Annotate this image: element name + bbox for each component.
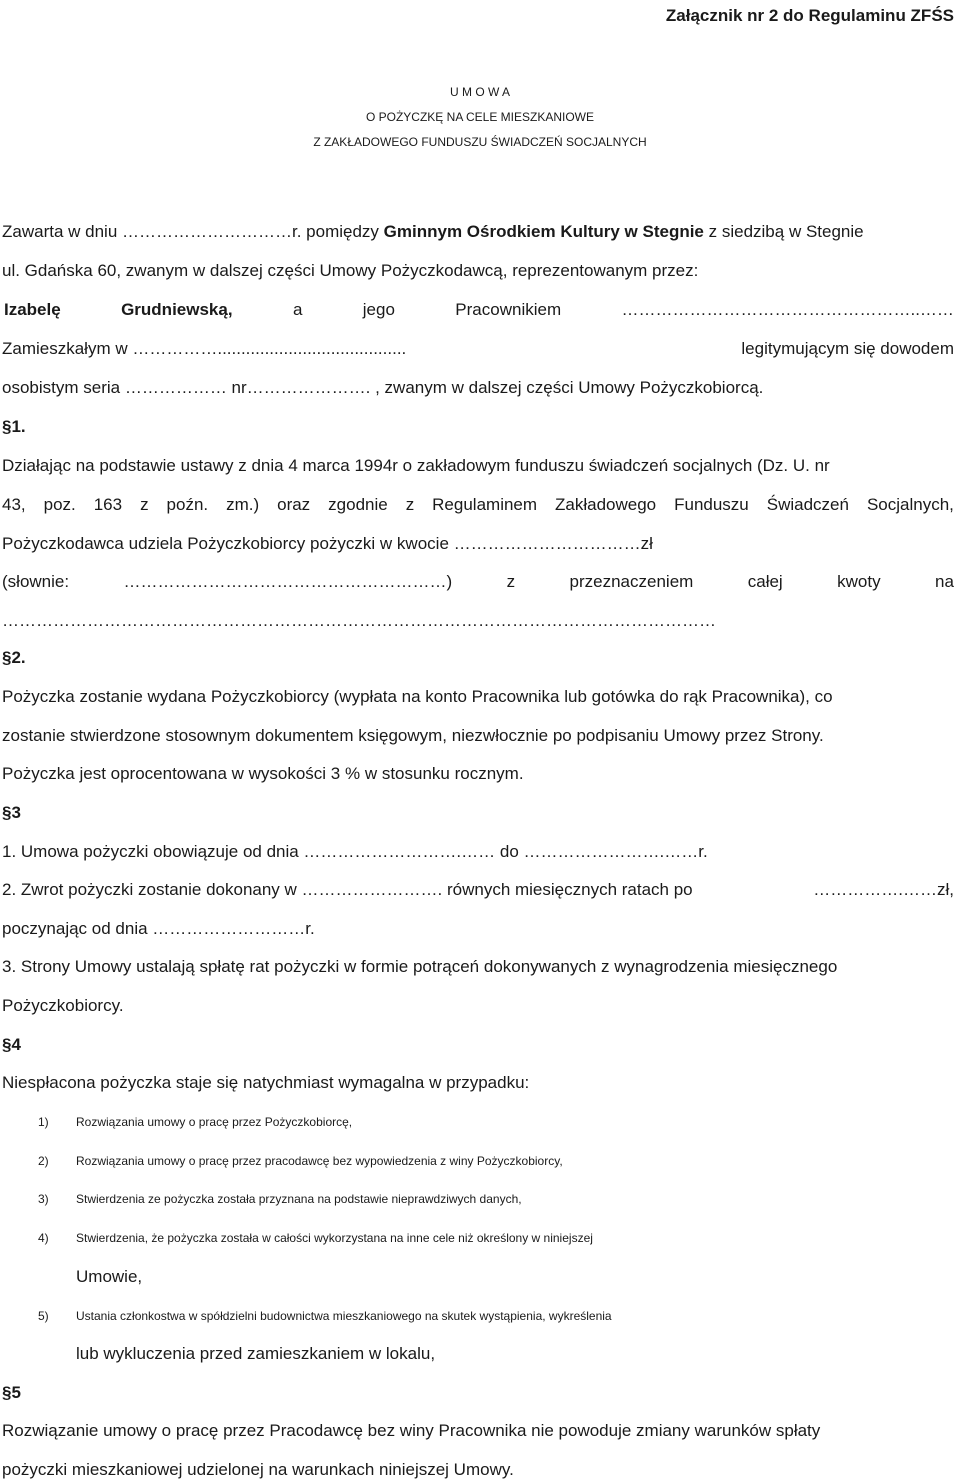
section-1-line-1: Działając na podstawie ustawy z dnia 4 marca 1994r o zakładowym funduszu świadczeń socjalnych (Dz. U. nr bbox=[2, 456, 830, 475]
section-3-line-5: Pożyczkobiorcy. bbox=[2, 996, 124, 1015]
section-5-heading: §5 bbox=[2, 1383, 21, 1402]
installment-blank: …………….……zł, bbox=[813, 880, 954, 899]
section-1-line-4 bbox=[2, 572, 954, 592]
intro-word: a bbox=[292, 300, 303, 319]
word: Zakładowego bbox=[555, 495, 657, 514]
word: Świadczeń bbox=[766, 495, 849, 514]
section-3-line-1: 1. Umowa pożyczki obowiązuje od dnia ……………………….…… do …………………….……r. bbox=[2, 842, 708, 861]
title-line-2: O POŻYCZKĘ NA CELE MIESZKANIOWE bbox=[365, 110, 595, 124]
section-2-line-1: Pożyczka zostanie wydana Pożyczkobiorcy (wypłata na konto Pracownika lub gotówka do rąk Pracownika), co bbox=[2, 687, 833, 706]
list-text: Stwierdzenia ze pożyczka została przyznana na podstawie nieprawdziwych danych, bbox=[76, 1192, 522, 1206]
word: kwoty bbox=[837, 572, 881, 591]
intro-date-text: Zawarta w dniu …………………………r. pomiędzy bbox=[2, 222, 379, 241]
word: z bbox=[140, 495, 149, 514]
section-3-line-2 bbox=[2, 880, 954, 900]
list-text-continuation: Umowie, bbox=[76, 1267, 143, 1286]
word: całej bbox=[747, 572, 783, 591]
annex-header: Załącznik nr 2 do Regulaminu ZFŚS bbox=[665, 6, 954, 25]
intro-word: jego bbox=[362, 300, 395, 319]
word: przeznaczeniem bbox=[569, 572, 694, 591]
word: 43, bbox=[2, 495, 26, 514]
word: zm.) bbox=[226, 495, 260, 514]
word: oraz bbox=[277, 495, 311, 514]
word: poz. bbox=[43, 495, 76, 514]
list-number: 4) bbox=[38, 1231, 49, 1245]
intro-line-1 bbox=[2, 222, 864, 242]
title-line-1: U M O W A bbox=[450, 85, 510, 99]
intro-word: Pracownikiem bbox=[455, 300, 562, 319]
section-1-line-2 bbox=[2, 495, 954, 515]
intro-line-5: osobistym seria ……………… nr…………………. , zwanym w dalszej części Umowy Pożyczkobiorcą. bbox=[2, 378, 764, 397]
id-text: legitymującym się dowodem bbox=[741, 339, 954, 358]
word: z bbox=[506, 572, 516, 591]
purpose-blank: ……………………………………………………………………………………………………………… bbox=[2, 611, 716, 630]
word: Funduszu bbox=[674, 495, 749, 514]
list-text: Rozwiązania umowy o pracę przez pracodawcę bez wypowiedzenia z winy Pożyczkobiorcy, bbox=[76, 1154, 563, 1168]
word: 163 bbox=[93, 495, 123, 514]
section-1-line-3: Pożyczkodawca udziela Pożyczkobiorcy pożyczki w kwocie ……………………………zł bbox=[2, 534, 653, 553]
section-2-heading: §2. bbox=[2, 648, 26, 667]
section-3-line-4: 3. Strony Umowy ustalają spłatę rat pożyczki w formie potrąceń dokonywanych z wynagrodzenia miesięcznego bbox=[2, 957, 838, 976]
word: z bbox=[405, 495, 415, 514]
section-5-line-2: pożyczki mieszkaniowej udzielonej na warunkach niniejszej Umowy. bbox=[2, 1460, 514, 1479]
word: zgodnie bbox=[328, 495, 388, 514]
intro-line-3 bbox=[4, 300, 954, 320]
employer-seat: z siedzibą w Stegnie bbox=[708, 222, 864, 241]
amount-in-words-blank: …………………………………………………) bbox=[123, 572, 453, 591]
intro-line-4 bbox=[2, 339, 954, 359]
list-number: 3) bbox=[38, 1192, 49, 1206]
word: (słownie: bbox=[2, 572, 70, 591]
word: poźn. bbox=[166, 495, 209, 514]
list-text-continuation: lub wykluczenia przed zamieszkaniem w lokalu, bbox=[76, 1344, 436, 1363]
list-text bbox=[76, 1228, 954, 1248]
list-text-line: Stwierdzenia, że pożyczka została w całości wykorzystana na inne cele niż określony w niniejszej bbox=[76, 1231, 593, 1245]
residence-blank: Zamieszkałym w ……………........................................ bbox=[2, 339, 407, 358]
employer-name: Gminnym Ośrodkiem Kultury w Stegnie bbox=[383, 222, 704, 241]
list-number: 2) bbox=[38, 1154, 49, 1168]
list-text: Rozwiązania umowy o pracę przez Pożyczkobiorcę, bbox=[76, 1115, 353, 1129]
list-number: 1) bbox=[38, 1115, 49, 1129]
word: na bbox=[935, 572, 954, 591]
section-3-line-3: poczynając od dnia ………………………r. bbox=[2, 919, 315, 938]
representative-last-name: Grudniewską, bbox=[121, 300, 233, 319]
list-text: Ustania członkostwa w spółdzielni budownictwa mieszkaniowego na skutek wystąpienia, wykreślenia bbox=[76, 1309, 612, 1323]
section-3-heading: §3 bbox=[2, 803, 21, 822]
list-number: 5) bbox=[38, 1309, 49, 1323]
section-4-intro: Niespłacona pożyczka staje się natychmiast wymagalna w przypadku: bbox=[2, 1073, 530, 1092]
representative-first-name: Izabelę bbox=[4, 300, 61, 319]
section-1-heading: §1. bbox=[2, 417, 26, 436]
section-5-line-1: Rozwiązanie umowy o pracę przez Pracodawcę bez winy Pracownika nie powoduje zmiany warunków spłaty bbox=[2, 1421, 821, 1440]
intro-line-2: ul. Gdańska 60, zwanym w dalszej części Umowy Pożyczkodawcą, reprezentowanym przez: bbox=[2, 261, 699, 280]
section-2-line-3: Pożyczka jest oprocentowana w wysokości 3 % w stosunku rocznym. bbox=[2, 764, 524, 783]
section-2-line-2: zostanie stwierdzone stosownym dokumentem księgowym, niezwłocznie po podpisaniu Umowy przez Strony. bbox=[2, 726, 824, 745]
word: Socjalnych, bbox=[866, 495, 954, 514]
word: Regulaminem bbox=[432, 495, 538, 514]
repayment-text: 2. Zwrot pożyczki zostanie dokonany w ……………………. równych miesięcznych ratach po bbox=[2, 880, 693, 899]
title-line-3: Z ZAKŁADOWEGO FUNDUSZU ŚWIADCZEŃ SOCJALNYCH bbox=[313, 135, 647, 149]
employee-name-blank: ……………………………………………..…… bbox=[621, 300, 954, 319]
section-4-heading: §4 bbox=[2, 1035, 21, 1054]
